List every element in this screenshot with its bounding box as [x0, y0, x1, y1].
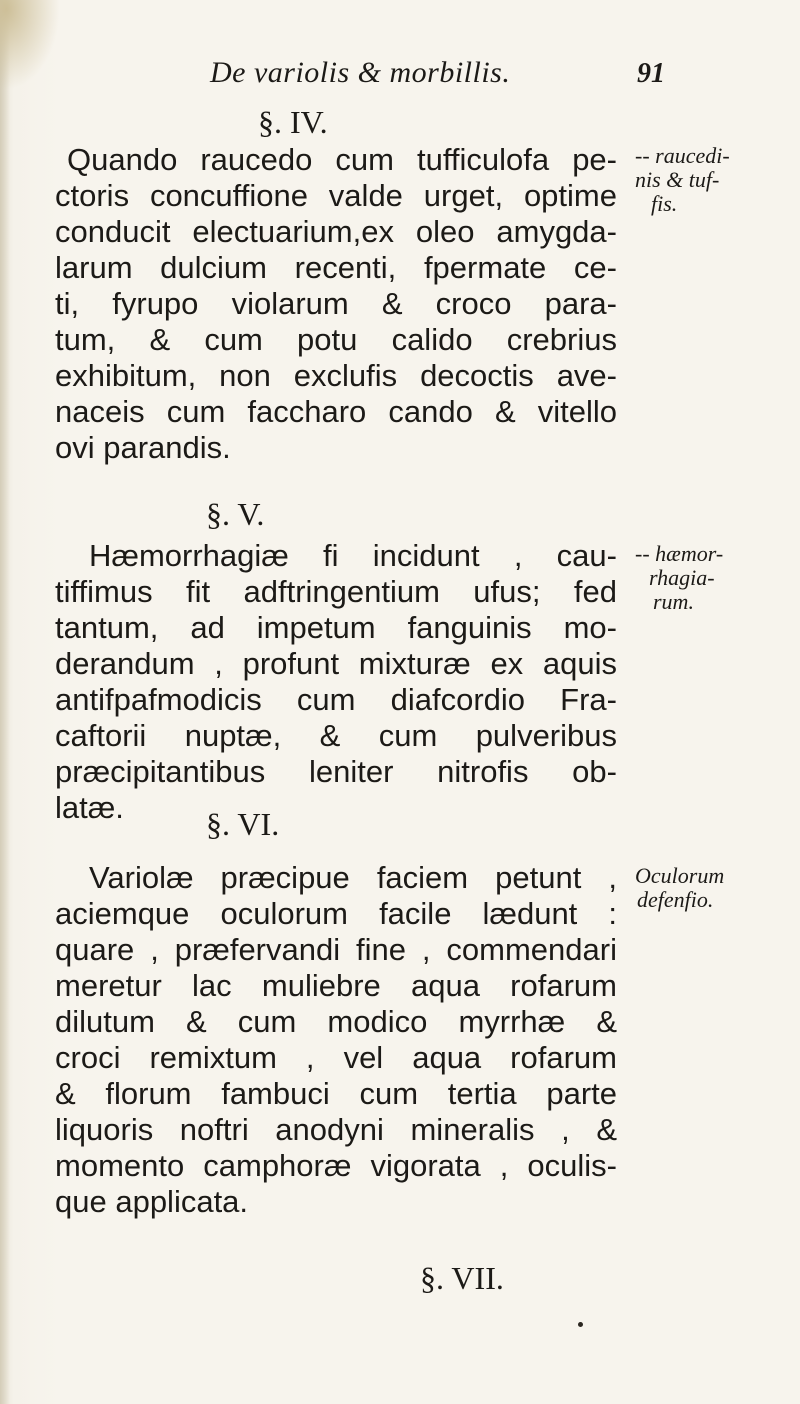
section-heading-v: §. V.	[206, 496, 265, 532]
ink-speck	[578, 1322, 583, 1327]
paragraph-section-v	[55, 538, 617, 826]
text-line: caftorii nuptæ, & cum pulveribus	[55, 718, 617, 753]
paragraph-section-iv	[55, 142, 617, 466]
margin-note-line: defenfio.	[637, 887, 714, 912]
text-line: aciemque oculorum facile lædunt :	[55, 896, 617, 931]
section-heading-iv: §. IV.	[258, 104, 328, 140]
margin-note-line: Oculorum	[635, 863, 725, 888]
page-number: 91	[637, 58, 665, 89]
running-title: De variolis & morbillis.	[210, 56, 511, 89]
text-line: ti, fyrupo violarum & croco para-	[55, 286, 617, 321]
text-line: dilutum & cum modico myrrhæ &	[55, 1004, 617, 1039]
page-gutter-shadow	[0, 0, 10, 1404]
section-heading-vi: §. VI.	[206, 806, 280, 842]
text-line: tantum, ad impetum fanguinis mo-	[55, 610, 617, 645]
margin-note-line: fis.	[651, 191, 678, 216]
text-line: que applicata.	[55, 1184, 249, 1219]
section-heading-vii: §. VII.	[420, 1260, 504, 1296]
text-line: tum, & cum potu calido crebrius	[55, 322, 617, 357]
text-line: conducit electuarium,ex oleo amygda-	[55, 214, 617, 249]
text-line: & florum fambuci cum tertia parte	[55, 1076, 617, 1111]
margin-note-line: -- raucedi-	[635, 143, 730, 168]
text-line: derandum , profunt mixturæ ex aquis	[55, 646, 617, 681]
text-line: Hæmorrhagiæ fi incidunt , cau-	[89, 538, 617, 573]
text-line: meretur lac muliebre aqua rofarum	[55, 968, 617, 1003]
margin-note-line: -- hæmor-	[635, 541, 724, 566]
text-line: larum dulcium recenti, fpermate ce-	[55, 250, 617, 285]
text-line: latæ.	[55, 790, 124, 825]
text-line: antifpafmodicis cum diafcordio Fra-	[55, 682, 617, 717]
text-line: ovi parandis.	[55, 430, 231, 465]
text-line: ctoris concuffione valde urget, optime	[55, 178, 617, 213]
text-line: naceis cum faccharo cando & vitello	[55, 394, 617, 429]
margin-note-section-v	[635, 542, 795, 614]
text-line: momento camphoræ vigorata , oculis-	[55, 1148, 617, 1183]
margin-note-section-iv	[635, 144, 795, 216]
paragraph-section-vi	[55, 860, 617, 1220]
margin-note-section-vi	[635, 864, 795, 912]
text-line: quare , præfervandi fine , commendari	[55, 932, 617, 967]
paper-stain	[0, 0, 60, 90]
margin-note-line: nis & tuf-	[635, 167, 720, 192]
text-line: Quando raucedo cum tufficulofa pe-	[67, 142, 617, 177]
text-line: Variolæ præcipue faciem petunt ,	[89, 860, 617, 895]
margin-note-line: rum.	[653, 589, 694, 614]
text-line: præcipitantibus leniter nitrofis ob-	[55, 754, 617, 789]
text-line: croci remixtum , vel aqua rofarum	[55, 1040, 617, 1075]
text-line: exhibitum, non exclufis decoctis ave-	[55, 358, 617, 393]
margin-note-line: rhagia-	[649, 565, 715, 590]
text-line: liquoris noftri anodyni mineralis , &	[55, 1112, 617, 1147]
text-line: tiffimus fit adftringentium ufus; fed	[55, 574, 617, 609]
